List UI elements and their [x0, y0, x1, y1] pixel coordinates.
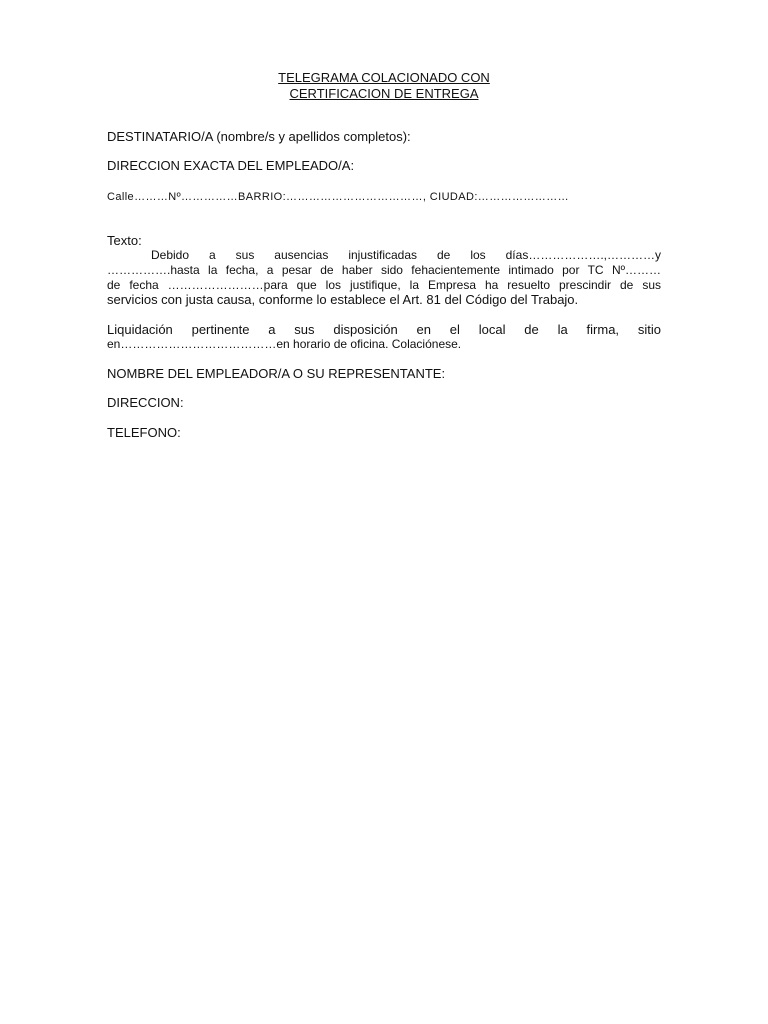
direccion-heading: DIRECCION:: [107, 395, 184, 410]
document-title-line-2: CERTIFICACION DE ENTREGA: [289, 86, 479, 101]
liquidacion-line-2: en…………………………………en horario de oficina. Colaciónese.: [107, 337, 462, 351]
calle-barrio-ciudad-line: Calle………Nº……………BARRIO:………………………………, CIUDAD:……………………: [107, 191, 569, 203]
texto-line-2: …………….hasta la fecha, a pesar de haber sido fehacientemente intimado por TC Nº………: [107, 263, 661, 277]
texto-line-1: Debido a sus ausencias injustificadas de los días……………….,…………y: [151, 248, 661, 262]
texto-line-3: de fecha ……………………para que los justifique, la Empresa ha resuelto prescindir de sus: [107, 278, 661, 292]
liquidacion-line-1: Liquidación pertinente a sus disposición en el local de la firma, sitio: [107, 322, 661, 337]
direccion-empleado-heading: DIRECCION EXACTA DEL EMPLEADO/A:: [107, 158, 355, 173]
texto-line-4: servicios con justa causa, conforme lo establece el Art. 81 del Código del Trabajo.: [107, 292, 579, 307]
empleador-heading: NOMBRE DEL EMPLEADOR/A O SU REPRESENTANTE:: [107, 366, 446, 381]
destinatario-heading: DESTINATARIO/A (nombre/s y apellidos completos):: [107, 129, 411, 144]
telefono-heading: TELEFONO:: [107, 425, 181, 440]
document-title-line-1: TELEGRAMA COLACIONADO CON: [278, 70, 490, 85]
texto-label: Texto:: [107, 233, 142, 248]
